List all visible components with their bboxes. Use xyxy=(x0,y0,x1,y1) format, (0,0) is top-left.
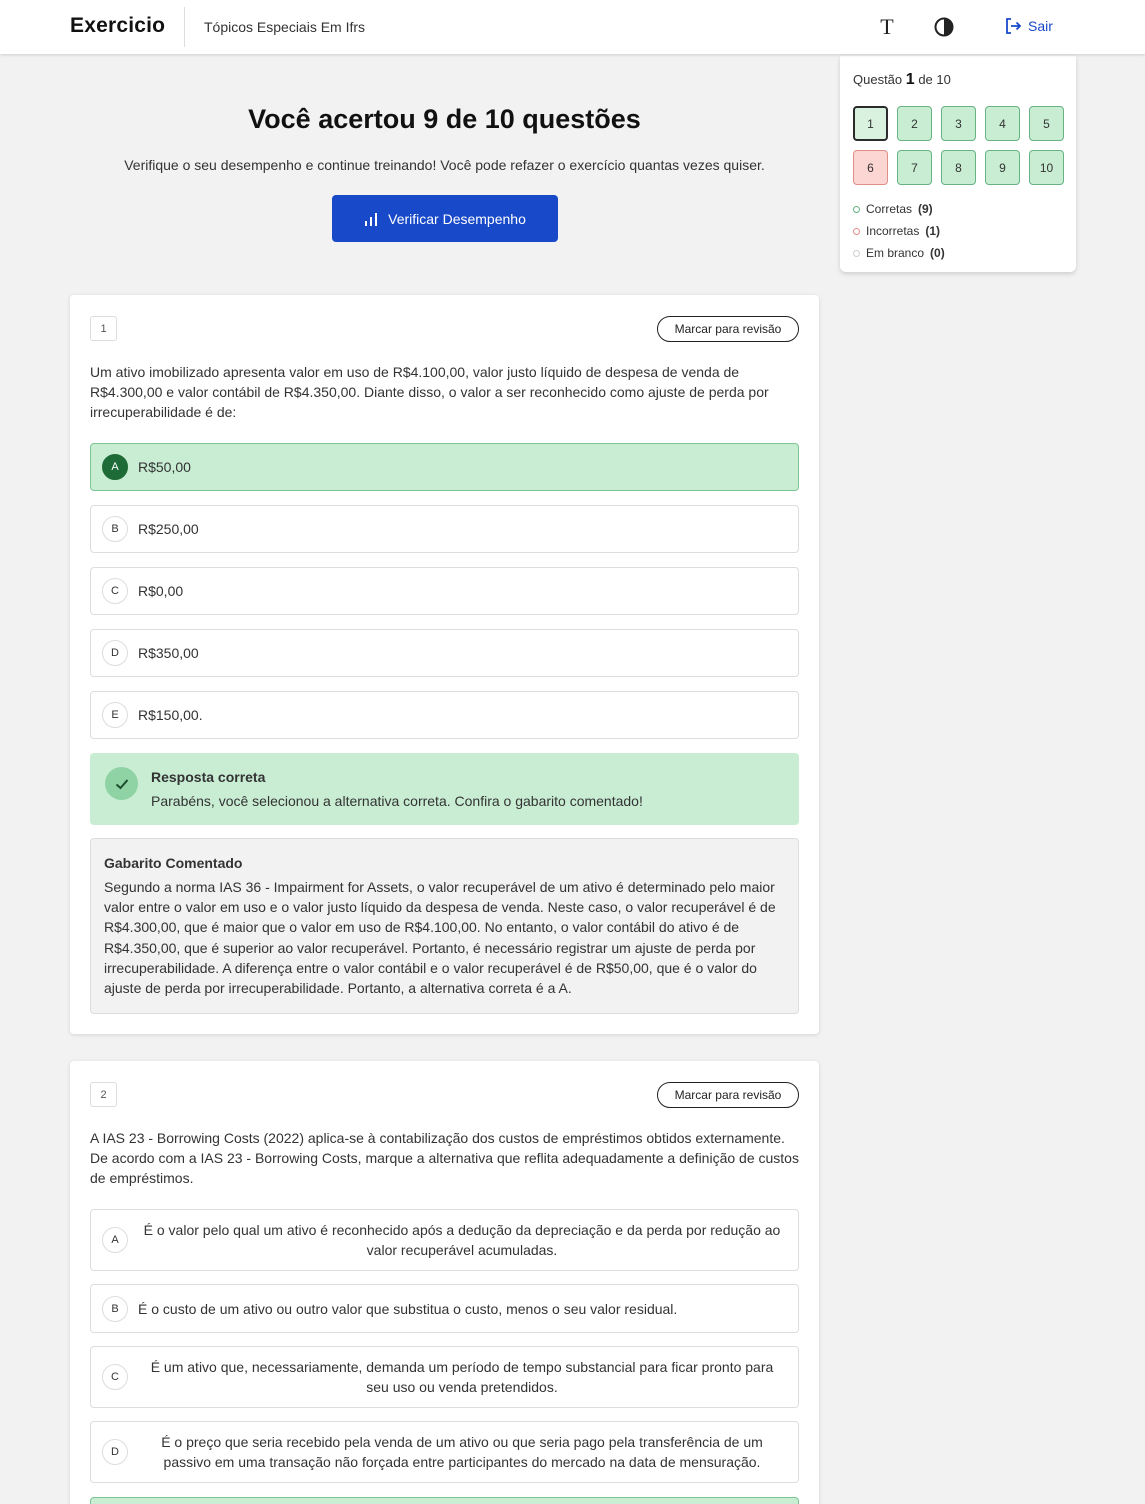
question-nav-button-4[interactable]: 4 xyxy=(985,106,1020,141)
check-performance-label: Verificar Desempenho xyxy=(388,210,526,227)
top-bar xyxy=(0,0,1145,54)
option-d[interactable] xyxy=(90,1421,799,1483)
option-text: R$50,00 xyxy=(138,459,191,475)
option-letter: B xyxy=(102,516,128,542)
question-nav-button-9[interactable]: 9 xyxy=(985,150,1020,185)
option-text: É o preço que seria recebido pela venda de um ativo ou que seria pago pela transferência de um passivo em uma transação não forçada entre participantes do mercado na data de mensuração. xyxy=(161,1434,763,1470)
status-dot-icon xyxy=(853,228,860,235)
answer-feedback xyxy=(90,753,799,825)
font-size-icon[interactable]: T xyxy=(880,14,894,39)
option-d[interactable] xyxy=(90,629,799,677)
result-subtitle: Verifique o seu desempenho e continue treinando! Você pode refazer o exercício quantas vezes quiser. xyxy=(124,157,765,173)
app-title: Exercicio xyxy=(70,14,166,37)
option-a[interactable] xyxy=(90,443,799,491)
question-nav-button-3[interactable]: 3 xyxy=(941,106,976,141)
bar-chart-icon xyxy=(364,212,378,226)
option-text: É o valor pelo qual um ativo é reconhecido após a dedução da depreciação e da perda por redução ao valor recuperável acumuladas. xyxy=(143,1222,781,1258)
option-text: R$150,00. xyxy=(138,707,203,723)
navigator-header: Questão 1 de 10 xyxy=(853,71,951,88)
legend-count: (9) xyxy=(918,202,933,216)
question-nav-button-8[interactable]: 8 xyxy=(941,150,976,185)
option-letter: C xyxy=(102,578,128,604)
check-performance-button[interactable] xyxy=(332,195,558,242)
question-nav-button-5[interactable]: 5 xyxy=(1029,106,1064,141)
logout-label: Sair xyxy=(1028,18,1053,34)
legend-item xyxy=(853,220,945,242)
question-number: 2 xyxy=(90,1082,117,1107)
logout-button[interactable] xyxy=(1004,17,1053,35)
legend-count: (0) xyxy=(930,246,945,260)
header-divider xyxy=(184,7,185,47)
question-stem: Um ativo imobilizado apresenta valor em uso de R$4.100,00, valor justo líquido de despesa de venda de R$4.300,00 e valor contábil de R$4.350,00. Diante disso, o valor a ser reconhecido como ajuste de perda por irrecuperabilidade é de: xyxy=(90,364,769,420)
question-card-1 xyxy=(70,295,819,1034)
option-letter: A xyxy=(102,1227,128,1253)
option-a[interactable] xyxy=(90,1209,799,1271)
question-nav-button-10[interactable]: 10 xyxy=(1029,150,1064,185)
feedback-text: Parabéns, você selecionou a alternativa correta. Confira o gabarito comentado! xyxy=(151,793,643,809)
status-dot-icon xyxy=(853,206,860,213)
feedback-title: Resposta correta xyxy=(151,769,266,785)
question-nav-button-1[interactable]: 1 xyxy=(853,106,888,141)
option-letter: D xyxy=(102,1439,128,1465)
legend-item xyxy=(853,242,945,264)
question-nav-button-7[interactable]: 7 xyxy=(897,150,932,185)
status-dot-icon xyxy=(853,250,860,257)
legend-count: (1) xyxy=(925,224,941,238)
check-icon xyxy=(105,767,138,800)
option-letter: A xyxy=(102,454,128,480)
course-name: Tópicos Especiais Em Ifrs xyxy=(204,19,366,35)
option-e[interactable] xyxy=(90,1497,799,1504)
option-text: É um ativo que, necessariamente, demanda um período de tempo substancial para ficar pronto para seu uso ou venda pretendidos. xyxy=(150,1359,774,1395)
result-title: Você acertou 9 de 10 questões xyxy=(248,104,641,134)
legend-item xyxy=(853,198,945,220)
option-letter: B xyxy=(102,1296,128,1322)
question-nav-button-6[interactable]: 6 xyxy=(853,150,888,185)
legend-label: Incorretas xyxy=(866,224,920,238)
contrast-icon[interactable] xyxy=(930,13,958,41)
question-grid xyxy=(853,106,1063,185)
logout-icon xyxy=(1004,17,1022,35)
mark-for-review-button[interactable]: Marcar para revisão xyxy=(657,316,799,342)
explanation-title: Gabarito Comentado xyxy=(104,855,243,871)
question-nav-button-2[interactable]: 2 xyxy=(897,106,932,141)
explanation-text: Segundo a norma IAS 36 - Impairment for Assets, o valor recuperável de um ativo é determinado pelo maior valor entre o valor em uso e o valor justo líquido da despesa de venda. Neste caso, o valor recuperável é de R$4.300,00, que é maior que o valor em uso de R$4.100,00. No entanto, o valor contábil do ativo é de R$4.350,00, que é superior ao valor recuperável. Portanto, é necessário registrar um ajuste de perda por irrecuperabilidade. A diferença entre o valor contábil e o valor recuperável é de R$50,00, que é o valor do ajuste de perda por irrecuperabilidade. Portanto, a alternativa correta é a A. xyxy=(104,879,776,997)
mark-for-review-button[interactable]: Marcar para revisão xyxy=(657,1082,799,1108)
option-letter: D xyxy=(102,640,128,666)
option-e[interactable] xyxy=(90,691,799,739)
question-card-2 xyxy=(70,1061,819,1504)
option-text: É o custo de um ativo ou outro valor que substitua o custo, menos o seu valor residual. xyxy=(138,1300,678,1317)
answer-explanation xyxy=(90,838,799,1014)
legend-label: Corretas xyxy=(866,202,913,216)
option-c[interactable] xyxy=(90,567,799,615)
option-letter: C xyxy=(102,1364,128,1390)
option-b[interactable] xyxy=(90,1284,799,1333)
option-text: R$0,00 xyxy=(138,583,184,599)
legend-label: Em branco xyxy=(866,246,925,260)
question-navigator xyxy=(840,56,1076,272)
current-question-number: 1 xyxy=(905,71,915,88)
option-c[interactable] xyxy=(90,1346,799,1408)
status-legend xyxy=(853,198,945,264)
question-number: 1 xyxy=(90,316,117,341)
option-text: R$250,00 xyxy=(138,521,199,537)
option-b[interactable] xyxy=(90,505,799,553)
question-stem: A IAS 23 - Borrowing Costs (2022) aplica-se à contabilização dos custos de empréstimos obtidos externamente. De acordo com a IAS 23 - Borrowing Costs, marque a alternativa que reflita adequadamente a definição de custos de empréstimos. xyxy=(90,1130,799,1186)
option-text: R$350,00 xyxy=(138,645,199,661)
option-letter: E xyxy=(102,702,128,728)
